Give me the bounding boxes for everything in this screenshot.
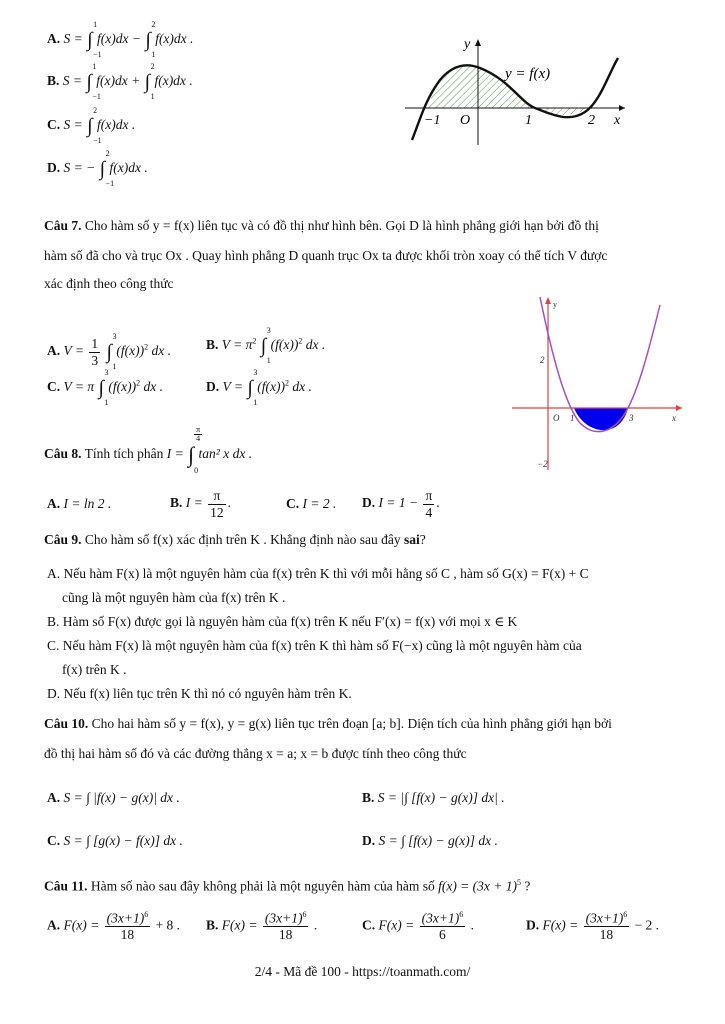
q10-option-a: A. S = ∫ |f(x) − g(x)| dx . [47, 790, 180, 805]
q8-option-d: D. I = 1 − $\frac{\pi}{4}$ . [362, 488, 440, 520]
q6-tick-origin: O [460, 113, 471, 128]
fraction: $\frac{1}{3}$ [91, 336, 99, 368]
q6-tick-2: 2 [588, 113, 595, 128]
q11-option-c: C. F(x) = $\frac{(3x+1)^6}{6}$ . [362, 910, 474, 943]
page-footer: 2/4 - Mã đề 100 - https://toanmath.com/ [254, 964, 471, 979]
q9-question: Câu 9. Cho hàm số f(x) xác định trên K . Khẳng định nào sau đây sai? [44, 532, 426, 547]
q7-y-label: y [553, 300, 557, 309]
q9-option-c-line1: C. Nếu hàm F(x) là một nguyên hàm của f(x) trên K thì hàm số F(−x) cũng là một nguyên hàm của [47, 638, 582, 653]
integral-sign: ∫ 1 −1 [87, 20, 102, 59]
integral-sign: ∫ $\frac{\pi}{4}$ 0 [188, 425, 201, 475]
q8-option-c: C. I = 2 . [286, 496, 337, 511]
q6-y-label: y [464, 37, 471, 52]
q7-line2: hàm số đã cho và trục Ox . Quay hình phẳng D quanh trục Ox ta được khối tròn xoay có thể tích V được [44, 248, 608, 263]
q11-option-a: A. F(x) = $\frac{(3x+1)^6}{18}$ + 8 . [47, 910, 181, 943]
integral-sign: ∫ 1 −1 [86, 62, 101, 101]
q7-line1: Câu 7. Cho hàm số y = f(x) liên tục và có đồ thị như hình bên. Gọi D là hình phẳng giới hạn bởi đồ thị [44, 218, 599, 233]
q10-option-d: D. S = ∫ [f(x) − g(x)] dx . [362, 833, 498, 848]
fraction: $\frac{\pi}{4}$ [425, 488, 433, 520]
q6-option-c: C. S = ∫ 2 −1 f(x)dx . [47, 106, 136, 145]
q6-option-d: D. S = − ∫ 2 −1 f(x)dx . [47, 149, 148, 188]
q9-option-c-line2: f(x) trên K . [62, 662, 127, 677]
q7-tick-origin: O [553, 413, 560, 423]
q6-graph [400, 30, 630, 150]
fraction: $\frac{(3x+1)^6}{6}$ [421, 910, 464, 943]
q6-option-a: A. S = ∫ 1 −1 f(x)dx − ∫ 2 1 f(x)dx . [47, 20, 194, 59]
q7-shaded-region [574, 408, 628, 430]
integral-sign: ∫ 3 1 [106, 332, 117, 372]
integral-sign: ∫ 2 1 [145, 20, 156, 59]
integral-sign: ∫ 3 1 [260, 326, 271, 365]
integral-sign: ∫ 2 1 [144, 62, 155, 101]
y-arrow-icon [475, 39, 481, 46]
q10-line1: Câu 10. Cho hai hàm số y = f(x), y = g(x) liên tục trên đoạn [a; b]. Diện tích của hình phẳng giới hạn bởi [44, 716, 612, 731]
integral-sign: ∫ 3 1 [247, 368, 258, 407]
q7-tick-1: 1 [570, 413, 575, 423]
integral-sign: ∫ 2 −1 [87, 106, 102, 145]
q7-tick-3: 3 [629, 413, 634, 423]
q6-tick-neg1: −1 [424, 113, 441, 128]
q9-option-a-line2: cũng là một nguyên hàm của f(x) trên K . [62, 590, 286, 605]
integral-sign: ∫ 2 −1 [99, 149, 115, 188]
q8-option-a: A. I = ln 2 . [47, 496, 112, 511]
q10-option-c: C. S = ∫ [g(x) − f(x)] dx . [47, 833, 183, 848]
q9-option-d: D. Nếu f(x) liên tục trên K thì nó có nguyên hàm trên K. [47, 686, 352, 701]
q7-line3: xác định theo công thức [44, 276, 174, 291]
x-arrow-icon [619, 105, 625, 111]
q11-question: Câu 11. Hàm số nào sau đây không phải là một nguyên hàm của hàm số $f(x) = (3x + 1)^5$ ? [44, 878, 531, 894]
integral-sign: ∫ 3 1 [98, 368, 109, 407]
q7-option-b: B. $V = \pi^2$ ∫ 3 1 $(f(x))^2$ dx . [206, 326, 326, 365]
y-arrow-icon [545, 297, 551, 304]
q11-option-b: B. F(x) = $\frac{(3x+1)^6}{18}$ . [206, 910, 318, 943]
fraction: $\frac{(3x+1)^6}{18}$ [585, 910, 628, 943]
fraction: $\frac{(3x+1)^6}{18}$ [106, 910, 149, 943]
q7-x-label: x [672, 413, 676, 423]
q9-option-a-line1: A. Nếu hàm F(x) là một nguyên hàm của f(x) trên K thì với mỗi hằng số C , hàm số G(x) = F(x) + C [47, 566, 589, 581]
q8-option-b: B. I = $\frac{\pi}{12}$ . [170, 488, 231, 520]
q7-option-c: C. V = π ∫ 3 1 $(f(x))^2$ dx . [47, 368, 163, 407]
q10-option-b: B. S = |∫ [f(x) − g(x)] dx| . [362, 790, 505, 805]
q7-tick-yneg2: −2 [537, 459, 548, 469]
q6-tick-1: 1 [525, 113, 532, 128]
q8-question: Câu 8. Tính tích phân I = ∫ $\frac{\pi}{4}$ 0 tan² x dx . [44, 425, 253, 475]
q6-curve-label: y = f(x) [505, 66, 551, 82]
q7-graph [510, 295, 685, 475]
q11-option-d: D. F(x) = $\frac{(3x+1)^6}{18}$ − 2 . [526, 910, 660, 943]
q7-tick-y2: 2 [540, 355, 545, 365]
fraction: $\frac{(3x+1)^6}{18}$ [264, 910, 307, 943]
q7-option-d: D. V = ∫ 3 1 $(f(x))^2$ dx . [206, 368, 312, 407]
fraction: $\frac{\pi}{12}$ [210, 488, 224, 520]
q6-x-label: x [614, 113, 621, 128]
q7-option-a: A. V = $\frac{1}{3}$ ∫ 3 1 $(f(x))^2$ dx . [47, 332, 171, 372]
q9-option-b: B. Hàm số F(x) được gọi là nguyên hàm của f(x) trên K nếu F′(x) = f(x) với mọi x ∈ K [47, 614, 518, 629]
q10-line2: đồ thị hai hàm số đó và các đường thẳng x = a; x = b được tính theo công thức [44, 746, 467, 761]
q6-option-b: B. S = ∫ 1 −1 f(x)dx + ∫ 2 1 f(x)dx . [47, 62, 193, 101]
x-arrow-icon [676, 405, 682, 411]
